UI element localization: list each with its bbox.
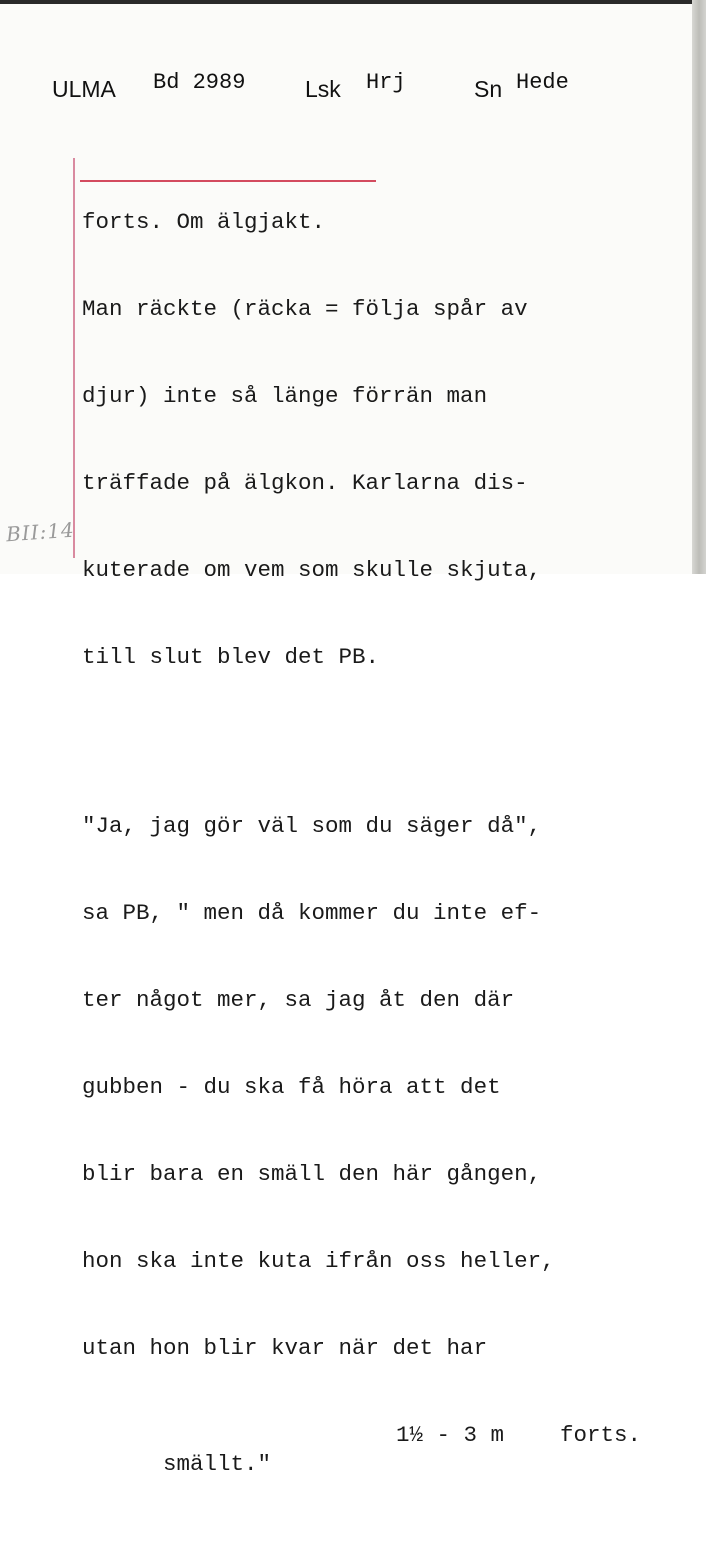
handwritten-archive-mark: BII:14	[5, 517, 76, 547]
margin-line	[73, 158, 75, 558]
sn-label: Sn	[474, 76, 503, 102]
text-line: hon ska inte kuta ifrån oss heller,	[82, 1248, 555, 1274]
bd-number: Bd 2989	[153, 70, 246, 95]
sn-value: Hede	[516, 70, 569, 95]
text-line: blir bara en smäll den här gången,	[82, 1161, 542, 1187]
card-header	[52, 70, 672, 104]
paragraph-gap	[82, 730, 682, 754]
measure-note: 1½ - 3 m	[396, 1422, 505, 1448]
last-text-line	[82, 1421, 682, 1477]
text-line: träffade på älgkon. Karlarna dis-	[82, 470, 528, 496]
text-line: Man räckte (räcka = följa spår av	[82, 296, 528, 322]
text-line: utan hon blir kvar när det har	[82, 1335, 488, 1361]
card-body-text	[82, 150, 682, 1508]
archive-label: ULMA	[52, 76, 116, 102]
card-right-edge	[692, 0, 706, 574]
text-line: till slut blev det PB.	[82, 644, 380, 670]
continued-note: forts.	[560, 1422, 642, 1448]
text-line: gubben - du ska få höra att det	[82, 1074, 501, 1100]
text-line: djur) inte så länge förrän man	[82, 383, 488, 409]
text-line: "Ja, jag gör väl som du säger då",	[82, 813, 542, 839]
text-line: kuterade om vem som skulle skjuta,	[82, 557, 542, 583]
text-line: ter något mer, sa jag åt den där	[82, 987, 515, 1013]
last-line-text: smällt."	[163, 1451, 272, 1477]
card-top-edge	[0, 0, 706, 4]
lsk-label: Lsk	[305, 76, 341, 102]
lsk-value: Hrj	[366, 70, 406, 95]
text-line: sa PB, " men då kommer du inte ef-	[82, 900, 542, 926]
text-line: forts. Om älgjakt.	[82, 209, 326, 235]
